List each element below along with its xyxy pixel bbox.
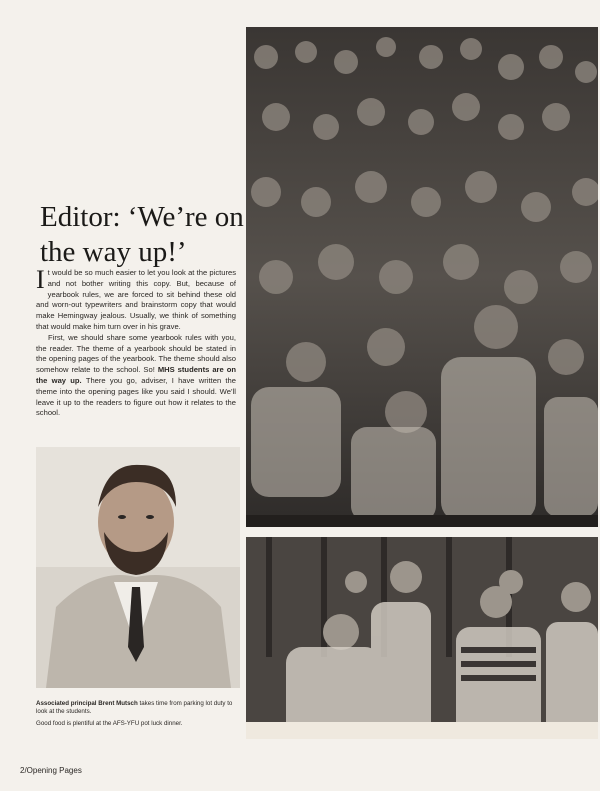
potluck-dinner-photo: [246, 537, 598, 739]
potluck-image: [246, 537, 598, 739]
potluck-photo-caption: Good food is plentiful at the AFS-YFU pot luck dinner.: [36, 720, 183, 727]
caption-principal-text: takes time from parking lot duty to look at the students.: [36, 700, 233, 715]
article-headline: [40, 200, 245, 270]
paragraph-1-text: t would be so much easier to let you look at the pictures and not bother writing this copy. But, because of yearbook rules, we are forced to sit behind these old and worn-out typewriters and brainstorm copy that would make Hemingway jealous. Usually, we think of something that would make him turn over in his grave.: [36, 268, 236, 331]
page-folio: 2/Opening Pages: [20, 766, 82, 775]
principal-photo-caption: [36, 700, 241, 716]
principal-portrait-photo: [36, 447, 240, 688]
headline-line-2: the way up!’: [40, 236, 187, 268]
drop-cap: I: [36, 265, 45, 294]
paragraph-2-theme: MHS students are on the way up.: [36, 365, 236, 385]
portrait-image: [36, 447, 240, 688]
paragraph-2-end: There you go, adviser, I have written the theme into the opening pages like you said I should. We’ll leave it up to the readers to figure out how it relates to the school.: [36, 375, 236, 418]
article-paragraph-1: [36, 265, 236, 333]
paragraph-2-start: First, we should share some yearbook rules with you, the reader. The theme of a yearbook should be stated in the opening pages of the yearbook. The theme should also somehow relate to the school. So!: [36, 332, 236, 375]
article-paragraph-2: [36, 333, 236, 419]
headline-line-1: Editor: ‘We’re on: [40, 201, 244, 233]
caption-principal-name: Associated principal Brent Mutsch: [36, 700, 138, 707]
crowd-photo-image: [246, 27, 598, 527]
article-body: [36, 265, 236, 419]
crowd-photo: [246, 27, 598, 527]
